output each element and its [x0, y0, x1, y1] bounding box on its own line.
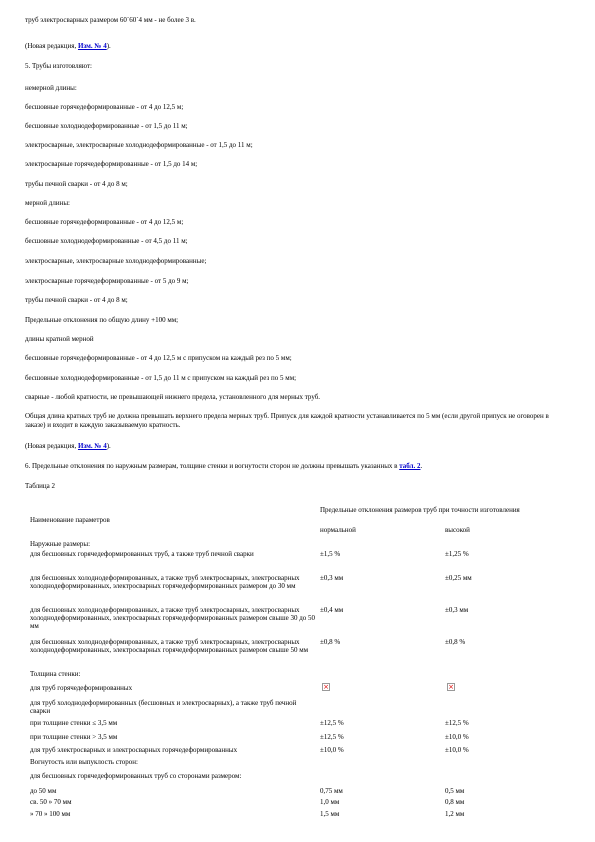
text-fragment: (Новая редакция,	[25, 42, 78, 50]
table-row-label: Вогнутость или выпуклость сторон:	[30, 758, 138, 766]
table-row-label: при толщине стенки > 3,5 мм	[30, 733, 118, 741]
text-line: длины кратной мерной	[25, 335, 94, 343]
paragraph	[25, 462, 422, 471]
paragraph: Общая длина кратных труб не должна превышать верхнего предела мерных труб. Припуск для каждой кратности устанавливается по 5 мм (если другой припуск не оговорен в заказе) и входит в каждую заказываемую кратность.	[25, 412, 549, 429]
table-row-label: » 70 » 100 мм	[30, 810, 71, 818]
table-cell-high: ±0,25 мм	[445, 574, 472, 582]
amendment-link[interactable]: Изм. № 4	[77, 442, 107, 450]
text-line: труб электросварных размером 60´60´4 мм - не более 3 в.	[25, 16, 196, 24]
text-line: электросварные, электросварные холоднодеформированные;	[25, 257, 207, 265]
table-cell-high: 1,2 мм	[445, 810, 465, 818]
table-cell-high: ±10,0 %	[445, 746, 469, 754]
text-fragment: (Новая редакция,	[25, 442, 78, 450]
table-row-label: Толщина стенки:	[30, 670, 81, 678]
table-cell-normal: 1,0 мм	[320, 798, 340, 806]
text-line: трубы печной сварки - от 4 до 8 м;	[25, 296, 128, 304]
text-line: бесшовные горячедеформированные - от 4 до 12,5 м;	[25, 103, 184, 111]
text-line: сварные - любой кратности, не превышающей нижнего предела, установленного для мерных труб.	[25, 393, 321, 401]
text-fragment: ).	[106, 42, 111, 50]
table-cell-normal: ±1,5 %	[320, 550, 341, 558]
header-normal: нормальной	[320, 526, 356, 534]
table-cell-normal: ±10,0 %	[320, 746, 344, 754]
table-row-label: для бесшовных горячедеформированных труб, а также труб печной сварки	[30, 550, 254, 558]
text-line: Предельные отклонения по общую длину +100 мм;	[25, 316, 179, 324]
table-cell-normal: ±0,3 мм	[320, 574, 344, 582]
table-cell-high: 0,8 мм	[445, 798, 465, 806]
table-row-label: для бесшовных холоднодеформированных, а также труб электросварных, электросварных холоднодеформированных, электросварных горячедеформированных размером свыше 50 мм	[30, 638, 309, 654]
header-high: высокой	[445, 526, 470, 534]
table-row-label: для труб холоднодеформированных (бесшовных и электросварных), а также труб печной сварки	[30, 699, 297, 715]
table-cell-high: ±12,5 %	[445, 719, 469, 727]
table-cell-normal: 1,5 мм	[320, 810, 340, 818]
table-cell-normal: 0,75 мм	[320, 787, 343, 795]
table-row-label: при толщине стенки ≤ 3,5 мм	[30, 719, 118, 727]
table-cell-high: ±10,0 %	[445, 733, 469, 741]
broken-image-icon: ×	[323, 683, 329, 691]
table-row-label: для бесшовных холоднодеформированных, а также труб электросварных, электросварных холоднодеформированных, электросварных горячедеформированных размером до 30 мм	[30, 574, 300, 590]
text-line: электросварные горячедеформированные - от 1,5 до 14 м;	[25, 160, 198, 168]
table-row-label: для труб горячедеформированных	[30, 684, 133, 692]
table-row-label: для бесшовных горячедеформированных труб со сторонами размером:	[30, 772, 242, 780]
text-line: мерной длины:	[25, 199, 70, 207]
header-parameter: Наименование параметров	[30, 516, 110, 524]
table-cell-high: ±0,3 мм	[445, 606, 469, 614]
text-line: бесшовные холоднодеформированные - от 4,5 до 11 м;	[25, 237, 188, 245]
table-cell-normal: ±0,8 %	[320, 638, 341, 646]
amendment-link[interactable]: Изм. № 4	[77, 42, 107, 50]
text-fragment: 6. Предельные отклонения по наружным размерам, толщине стенки и вогнутости сторон не должны превышать указанных в	[25, 462, 400, 470]
text-line: немерной длины:	[25, 84, 77, 92]
revision-note	[25, 42, 111, 51]
header-deviations: Предельные отклонения размеров труб при точности изготовления	[320, 506, 520, 514]
table-cell-normal: ±12,5 %	[320, 719, 344, 727]
text-line: бесшовные холоднодеформированные - от 1,5 до 11 м с припуском на каждый рез по 5 мм;	[25, 374, 297, 382]
text-line: бесшовные горячедеформированные - от 4 до 12,5 м с припуском на каждый рез по 5 мм;	[25, 354, 292, 362]
table-row-label: Наружные размеры:	[30, 540, 91, 548]
text-fragment: ).	[106, 442, 111, 450]
table-caption: Таблица 2	[25, 482, 55, 490]
text-line: бесшовные горячедеформированные - от 4 до 12,5 м;	[25, 218, 184, 226]
section-heading: 5. Трубы изготовляют:	[25, 62, 92, 70]
text-line: электросварные горячедеформированные - от 5 до 9 м;	[25, 277, 189, 285]
table-cell-normal: ±0,4 мм	[320, 606, 344, 614]
table-cell-high: ±0,8 %	[445, 638, 466, 646]
table-link[interactable]: табл. 2	[399, 462, 421, 470]
text-fragment: .	[420, 462, 423, 470]
table-cell-high: ±1,25 %	[445, 550, 469, 558]
table-row-label: для бесшовных холоднодеформированных, а также труб электросварных, электросварных холоднодеформированных, электросварных горячедеформированных размером свыше 30 до 50 мм	[30, 606, 316, 630]
text-line: трубы печной сварки - от 4 до 8 м;	[25, 180, 128, 188]
text-line: электросварные, электросварные холоднодеформированные - от 1,5 до 11 м;	[25, 141, 253, 149]
table-cell-high: 0,5 мм	[445, 787, 465, 795]
broken-image-icon: ×	[448, 683, 454, 691]
table-row-label: до 50 мм	[30, 787, 57, 795]
revision-note	[25, 442, 111, 451]
table-cell-normal: ±12,5 %	[320, 733, 344, 741]
text-line: бесшовные холоднодеформированные - от 1,5 до 11 м;	[25, 122, 188, 130]
table-row-label: св. 50 » 70 мм	[30, 798, 72, 806]
table-row-label: для труб электросварных и электросварных горячедеформированных	[30, 746, 238, 754]
